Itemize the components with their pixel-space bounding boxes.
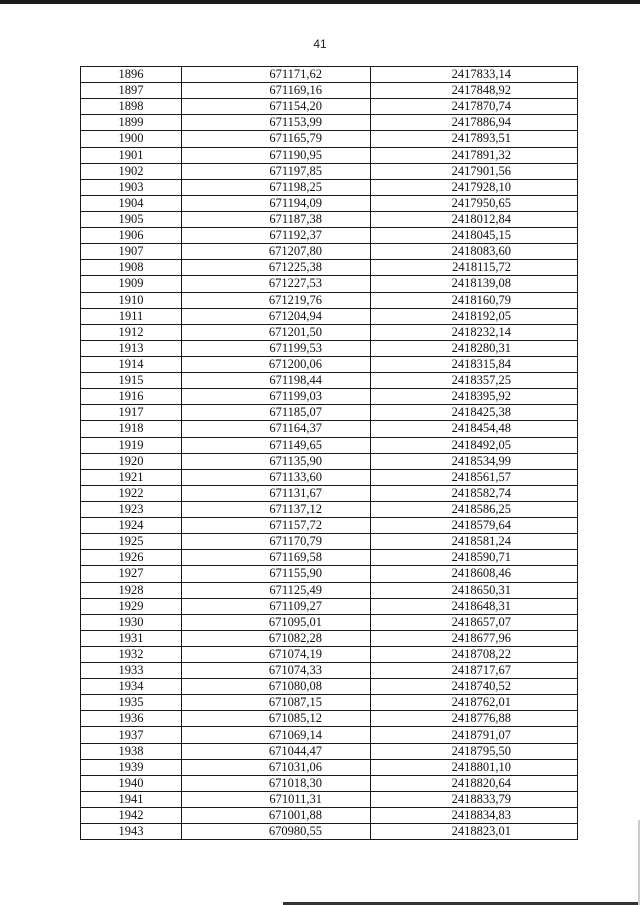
table-row [81, 405, 578, 421]
x-coordinate-cell: 671169,16 [182, 83, 371, 99]
y-coordinate-cell: 2418280,31 [371, 340, 578, 356]
point-number-cell: 1901 [81, 147, 182, 163]
y-coordinate-cell: 2418833,79 [371, 791, 578, 807]
y-coordinate-cell: 2418740,52 [371, 679, 578, 695]
table-row [81, 276, 578, 292]
point-number-cell: 1917 [81, 405, 182, 421]
table-row [81, 437, 578, 453]
x-coordinate-cell: 671204,94 [182, 308, 371, 324]
table-row [81, 421, 578, 437]
y-coordinate-cell: 2418315,84 [371, 356, 578, 372]
table-row [81, 453, 578, 469]
x-coordinate-cell: 671199,53 [182, 340, 371, 356]
table-row [81, 598, 578, 614]
y-coordinate-cell: 2417891,32 [371, 147, 578, 163]
x-coordinate-cell: 671201,50 [182, 324, 371, 340]
y-coordinate-cell: 2417870,74 [371, 99, 578, 115]
x-coordinate-cell: 671154,20 [182, 99, 371, 115]
table-row [81, 582, 578, 598]
table-row [81, 646, 578, 662]
table-row [81, 775, 578, 791]
x-coordinate-cell: 671135,90 [182, 453, 371, 469]
page-number: 41 [313, 37, 327, 51]
y-coordinate-cell: 2418139,08 [371, 276, 578, 292]
y-coordinate-cell: 2418677,96 [371, 630, 578, 646]
y-coordinate-cell: 2418823,01 [371, 824, 578, 840]
point-number-cell: 1935 [81, 695, 182, 711]
point-number-cell: 1942 [81, 808, 182, 824]
table-row [81, 534, 578, 550]
x-coordinate-cell: 671190,95 [182, 147, 371, 163]
table-row [81, 292, 578, 308]
x-coordinate-cell: 671125,49 [182, 582, 371, 598]
table-row [81, 630, 578, 646]
x-coordinate-cell: 671165,79 [182, 131, 371, 147]
y-coordinate-cell: 2418492,05 [371, 437, 578, 453]
table-row [81, 147, 578, 163]
table-row [81, 228, 578, 244]
point-number-cell: 1914 [81, 356, 182, 372]
x-coordinate-cell: 671011,31 [182, 791, 371, 807]
point-number-cell: 1941 [81, 791, 182, 807]
y-coordinate-cell: 2418820,64 [371, 775, 578, 791]
y-coordinate-cell: 2418762,01 [371, 695, 578, 711]
coordinates-table-body [81, 67, 578, 840]
y-coordinate-cell: 2418581,24 [371, 534, 578, 550]
x-coordinate-cell: 671197,85 [182, 163, 371, 179]
table-row [81, 324, 578, 340]
point-number-cell: 1912 [81, 324, 182, 340]
y-coordinate-cell: 2418776,88 [371, 711, 578, 727]
y-coordinate-cell: 2418045,15 [371, 228, 578, 244]
x-coordinate-cell: 671198,44 [182, 373, 371, 389]
point-number-cell: 1920 [81, 453, 182, 469]
point-number-cell: 1933 [81, 663, 182, 679]
x-coordinate-cell: 671149,65 [182, 437, 371, 453]
point-number-cell: 1936 [81, 711, 182, 727]
table-row [81, 791, 578, 807]
table-row [81, 663, 578, 679]
table-row [81, 67, 578, 83]
y-coordinate-cell: 2418083,60 [371, 244, 578, 260]
y-coordinate-cell: 2418648,31 [371, 598, 578, 614]
table-row [81, 727, 578, 743]
point-number-cell: 1897 [81, 83, 182, 99]
x-coordinate-cell: 671095,01 [182, 614, 371, 630]
y-coordinate-cell: 2418012,84 [371, 211, 578, 227]
point-number-cell: 1934 [81, 679, 182, 695]
x-coordinate-cell: 671164,37 [182, 421, 371, 437]
point-number-cell: 1943 [81, 824, 182, 840]
point-number-cell: 1911 [81, 308, 182, 324]
x-coordinate-cell: 671131,67 [182, 485, 371, 501]
x-coordinate-cell: 671133,60 [182, 469, 371, 485]
y-coordinate-cell: 2418534,99 [371, 453, 578, 469]
coordinates-table-container [80, 66, 577, 840]
point-number-cell: 1904 [81, 195, 182, 211]
x-coordinate-cell: 671187,38 [182, 211, 371, 227]
point-number-cell: 1898 [81, 99, 182, 115]
y-coordinate-cell: 2418801,10 [371, 759, 578, 775]
x-coordinate-cell: 671219,76 [182, 292, 371, 308]
y-coordinate-cell: 2418657,07 [371, 614, 578, 630]
table-row [81, 711, 578, 727]
table-row [81, 179, 578, 195]
point-number-cell: 1910 [81, 292, 182, 308]
y-coordinate-cell: 2418582,74 [371, 485, 578, 501]
point-number-cell: 1905 [81, 211, 182, 227]
y-coordinate-cell: 2417901,56 [371, 163, 578, 179]
y-coordinate-cell: 2418160,79 [371, 292, 578, 308]
x-coordinate-cell: 671171,62 [182, 67, 371, 83]
y-coordinate-cell: 2418454,48 [371, 421, 578, 437]
y-coordinate-cell: 2417950,65 [371, 195, 578, 211]
point-number-cell: 1896 [81, 67, 182, 83]
table-row [81, 501, 578, 517]
y-coordinate-cell: 2418232,14 [371, 324, 578, 340]
point-number-cell: 1925 [81, 534, 182, 550]
table-row [81, 389, 578, 405]
x-coordinate-cell: 671044,47 [182, 743, 371, 759]
x-coordinate-cell: 671198,25 [182, 179, 371, 195]
table-row [81, 308, 578, 324]
point-number-cell: 1939 [81, 759, 182, 775]
point-number-cell: 1907 [81, 244, 182, 260]
x-coordinate-cell: 671199,03 [182, 389, 371, 405]
y-coordinate-cell: 2418590,71 [371, 550, 578, 566]
point-number-cell: 1921 [81, 469, 182, 485]
table-row [81, 679, 578, 695]
point-number-cell: 1931 [81, 630, 182, 646]
y-coordinate-cell: 2418586,25 [371, 501, 578, 517]
point-number-cell: 1908 [81, 260, 182, 276]
table-row [81, 614, 578, 630]
y-coordinate-cell: 2418425,38 [371, 405, 578, 421]
point-number-cell: 1916 [81, 389, 182, 405]
x-coordinate-cell: 671085,12 [182, 711, 371, 727]
y-coordinate-cell: 2417833,14 [371, 67, 578, 83]
y-coordinate-cell: 2417886,94 [371, 115, 578, 131]
y-coordinate-cell: 2417928,10 [371, 179, 578, 195]
table-row [81, 211, 578, 227]
table-row [81, 244, 578, 260]
x-coordinate-cell: 671069,14 [182, 727, 371, 743]
y-coordinate-cell: 2417893,51 [371, 131, 578, 147]
point-number-cell: 1900 [81, 131, 182, 147]
x-coordinate-cell: 671194,09 [182, 195, 371, 211]
point-number-cell: 1930 [81, 614, 182, 630]
point-number-cell: 1903 [81, 179, 182, 195]
y-coordinate-cell: 2418357,25 [371, 373, 578, 389]
x-coordinate-cell: 671087,15 [182, 695, 371, 711]
table-row [81, 83, 578, 99]
point-number-cell: 1938 [81, 743, 182, 759]
point-number-cell: 1929 [81, 598, 182, 614]
x-coordinate-cell: 671031,06 [182, 759, 371, 775]
table-row [81, 260, 578, 276]
point-number-cell: 1922 [81, 485, 182, 501]
x-coordinate-cell: 671185,07 [182, 405, 371, 421]
point-number-cell: 1928 [81, 582, 182, 598]
table-row [81, 518, 578, 534]
table-row [81, 195, 578, 211]
point-number-cell: 1909 [81, 276, 182, 292]
table-row [81, 824, 578, 840]
x-coordinate-cell: 671074,33 [182, 663, 371, 679]
x-coordinate-cell: 671153,99 [182, 115, 371, 131]
table-row [81, 99, 578, 115]
point-number-cell: 1927 [81, 566, 182, 582]
table-row [81, 131, 578, 147]
y-coordinate-cell: 2418395,92 [371, 389, 578, 405]
x-coordinate-cell: 671082,28 [182, 630, 371, 646]
x-coordinate-cell: 671207,80 [182, 244, 371, 260]
y-coordinate-cell: 2418115,72 [371, 260, 578, 276]
point-number-cell: 1924 [81, 518, 182, 534]
y-coordinate-cell: 2418717,67 [371, 663, 578, 679]
y-coordinate-cell: 2418795,50 [371, 743, 578, 759]
x-coordinate-cell: 671155,90 [182, 566, 371, 582]
x-coordinate-cell: 671227,53 [182, 276, 371, 292]
x-coordinate-cell: 671018,30 [182, 775, 371, 791]
table-row [81, 566, 578, 582]
x-coordinate-cell: 671170,79 [182, 534, 371, 550]
coordinates-table [80, 66, 578, 840]
x-coordinate-cell: 671157,72 [182, 518, 371, 534]
y-coordinate-cell: 2418561,57 [371, 469, 578, 485]
table-row [81, 808, 578, 824]
x-coordinate-cell: 671080,08 [182, 679, 371, 695]
x-coordinate-cell: 671074,19 [182, 646, 371, 662]
table-row [81, 469, 578, 485]
point-number-cell: 1940 [81, 775, 182, 791]
y-coordinate-cell: 2418834,83 [371, 808, 578, 824]
point-number-cell: 1915 [81, 373, 182, 389]
y-coordinate-cell: 2418192,05 [371, 308, 578, 324]
table-row [81, 340, 578, 356]
x-coordinate-cell: 671200,06 [182, 356, 371, 372]
point-number-cell: 1919 [81, 437, 182, 453]
table-row [81, 695, 578, 711]
y-coordinate-cell: 2418791,07 [371, 727, 578, 743]
y-coordinate-cell: 2417848,92 [371, 83, 578, 99]
point-number-cell: 1902 [81, 163, 182, 179]
point-number-cell: 1926 [81, 550, 182, 566]
point-number-cell: 1899 [81, 115, 182, 131]
point-number-cell: 1906 [81, 228, 182, 244]
table-row [81, 743, 578, 759]
x-coordinate-cell: 671225,38 [182, 260, 371, 276]
point-number-cell: 1932 [81, 646, 182, 662]
table-row [81, 373, 578, 389]
table-row [81, 759, 578, 775]
point-number-cell: 1913 [81, 340, 182, 356]
table-row [81, 550, 578, 566]
y-coordinate-cell: 2418608,46 [371, 566, 578, 582]
x-coordinate-cell: 671109,27 [182, 598, 371, 614]
top-border-rule [0, 0, 640, 4]
x-coordinate-cell: 671169,58 [182, 550, 371, 566]
x-coordinate-cell: 671192,37 [182, 228, 371, 244]
table-row [81, 485, 578, 501]
table-row [81, 115, 578, 131]
y-coordinate-cell: 2418579,64 [371, 518, 578, 534]
point-number-cell: 1918 [81, 421, 182, 437]
x-coordinate-cell: 671001,88 [182, 808, 371, 824]
table-row [81, 356, 578, 372]
y-coordinate-cell: 2418708,22 [371, 646, 578, 662]
x-coordinate-cell: 670980,55 [182, 824, 371, 840]
y-coordinate-cell: 2418650,31 [371, 582, 578, 598]
point-number-cell: 1937 [81, 727, 182, 743]
table-row [81, 163, 578, 179]
x-coordinate-cell: 671137,12 [182, 501, 371, 517]
point-number-cell: 1923 [81, 501, 182, 517]
